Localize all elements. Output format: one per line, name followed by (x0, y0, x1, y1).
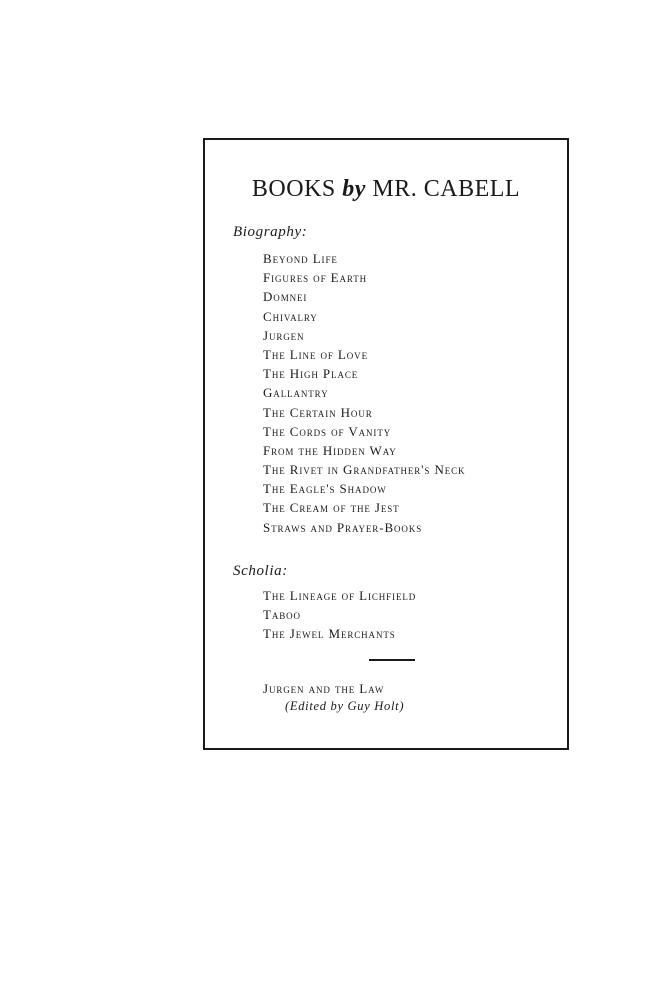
scholia-heading: Scholia: (233, 563, 288, 579)
title-by: by (342, 176, 366, 202)
list-item: The Cords of Vanity (263, 423, 392, 439)
page-title (205, 176, 567, 203)
list-item: Chivalry (263, 308, 318, 324)
biography-list (263, 249, 465, 537)
list-item: The High Place (263, 366, 359, 382)
list-item: Straws and Prayer-Books (263, 519, 423, 535)
appendix-title: Jurgen and the Law (263, 681, 385, 696)
list-item: The Cream of the Jest (263, 500, 400, 516)
book-list-frame (203, 138, 569, 750)
list-item: Jurgen (263, 327, 305, 343)
list-item: Taboo (263, 607, 301, 623)
appendix-editor-note: (Edited by Guy Holt) (285, 699, 405, 713)
list-item: Beyond Life (263, 251, 338, 266)
list-item: From the Hidden Way (263, 442, 397, 458)
section-divider (369, 659, 415, 661)
list-item: The Rivet in Grandfather's Neck (263, 462, 466, 478)
list-item: Figures of Earth (263, 270, 368, 286)
list-item: Gallantry (263, 385, 329, 401)
list-item: The Eagle's Shadow (263, 481, 387, 497)
title-prefix: BOOKS (251, 176, 343, 202)
list-item: The Line of Love (263, 346, 368, 362)
biography-heading: Biography: (233, 224, 308, 240)
list-item: Domnei (263, 289, 308, 305)
scholia-list (263, 586, 416, 644)
list-item: The Jewel Merchants (263, 626, 396, 642)
list-item: The Certain Hour (263, 404, 373, 420)
title-suffix: MR. CABELL (365, 176, 521, 202)
list-item: The Lineage of Lichfield (263, 588, 417, 603)
